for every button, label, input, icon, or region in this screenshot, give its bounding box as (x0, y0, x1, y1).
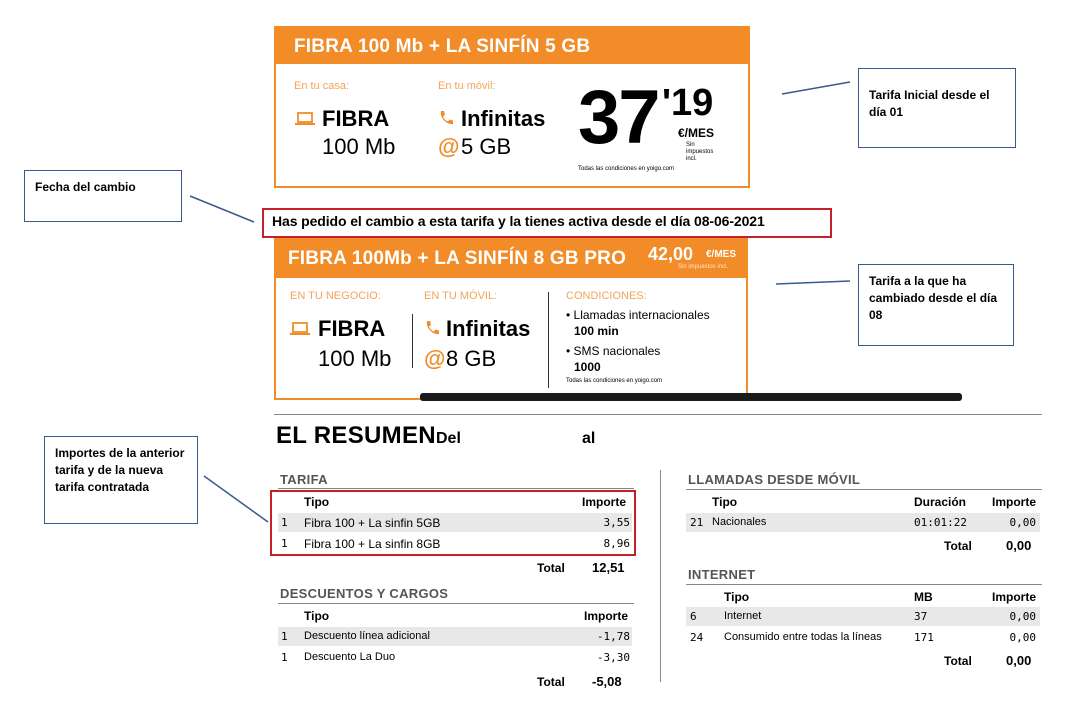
tax-note: Sin impuestos incl. (678, 264, 729, 270)
row-qty: 6 (690, 610, 697, 623)
row-qty: 1 (281, 651, 288, 664)
condition-2: • SMS nacionales (566, 344, 661, 358)
internet-total: 0,00 (1006, 653, 1032, 668)
row-tipo: Nacionales (712, 516, 767, 528)
home-label: En tu casa: (294, 80, 350, 92)
tarifa-total-label: Total (537, 561, 565, 575)
llamadas-title: LLAMADAS DESDE MÓVIL (688, 472, 861, 487)
condition-1-value: 100 min (574, 324, 619, 338)
tarifa-col-tipo: Tipo (304, 495, 330, 509)
mobile-label: EN TU MÓVIL: (424, 290, 498, 302)
row-duracion: 01:01:22 (914, 516, 967, 529)
conditions-note: Todas las condiciones en yoigo.com (578, 166, 675, 172)
summary-title: EL RESUMEN (276, 422, 436, 449)
internet-col-importe: Importe (992, 590, 1037, 604)
condition-1: • Llamadas internacionales (566, 308, 710, 322)
mobile-label: En tu móvil: (438, 80, 496, 92)
mobile-calls: Infinitas (446, 316, 531, 341)
row-importe: 3,55 (603, 516, 630, 529)
tarifa-col-importe: Importe (582, 495, 627, 509)
descuentos-col-tipo: Tipo (304, 609, 330, 623)
condition-2-value: 1000 (574, 360, 601, 374)
tarifa-title: TARIFA (280, 472, 328, 487)
row-tipo: Fibra 100 + La sinfin 5GB (304, 516, 441, 530)
at-icon: @ (424, 346, 446, 371)
row-importe: -3,30 (596, 651, 630, 664)
internet-col-tipo: Tipo (724, 590, 750, 604)
callout-tarifa-nueva: Tarifa a la que ha cambiado desde el día 08 (858, 264, 1014, 346)
summary-al: al (582, 430, 596, 447)
descuentos-rule (278, 603, 634, 604)
row-tipo: Descuento La Duo (304, 651, 396, 663)
column-divider (660, 470, 661, 682)
plan-price-unit: €/MES (706, 249, 737, 260)
callout-fecha: Fecha del cambio (24, 170, 182, 222)
row-importe: -1,78 (596, 630, 630, 643)
row-importe: 0,00 (1009, 516, 1036, 529)
row-qty: 1 (281, 516, 288, 529)
row-qty: 1 (281, 537, 288, 550)
row-qty: 1 (281, 630, 288, 643)
row-tipo: Descuento línea adicional (304, 630, 430, 642)
llamadas-col-importe: Importe (992, 495, 1037, 509)
row-mb: 37 (914, 610, 928, 623)
mobile-data: 5 GB (461, 134, 512, 159)
llamadas-total-label: Total (944, 539, 972, 553)
price-integer: 37 (578, 75, 659, 160)
descuentos-total-label: Total (537, 675, 565, 689)
plan-title: FIBRA 100 Mb + LA SINFÍN 5 GB (294, 36, 591, 57)
home-speed: 100 Mb (322, 134, 396, 159)
row-tipo: Consumido entre todas la líneas (724, 631, 882, 643)
row-importe: 0,00 (1009, 631, 1036, 644)
mobile-calls: Infinitas (461, 106, 546, 131)
descuentos-title: DESCUENTOS Y CARGOS (280, 586, 449, 601)
internet-col-mb: MB (914, 590, 933, 604)
internet-title: INTERNET (688, 567, 756, 582)
at-icon: @ (438, 134, 460, 159)
internet-total-label: Total (944, 654, 972, 668)
internet-rule (686, 584, 1042, 585)
row-importe: 0,00 (1009, 610, 1036, 623)
home-service: FIBRA (322, 106, 390, 131)
descuentos-total: -5,08 (592, 674, 622, 689)
summary-del: Del (436, 430, 461, 447)
home-service: FIBRA (318, 316, 386, 341)
conditions-label: CONDICIONES: (566, 290, 647, 302)
plan-title: FIBRA 100Mb + LA SINFÍN 8 GB PRO (288, 248, 627, 269)
row-mb: 171 (914, 631, 934, 644)
callout-tarifa-inicial: Tarifa Inicial desde el día 01 (858, 68, 1016, 148)
row-importe: 8,96 (603, 537, 630, 550)
llamadas-rule (686, 489, 1042, 490)
llamadas-col-tipo: Tipo (712, 495, 738, 509)
summary-top-rule (274, 414, 1042, 415)
descuentos-col-importe: Importe (584, 609, 629, 623)
callout-importes: Importes de la anterior tarifa y de la nueva tarifa contratada (44, 436, 198, 524)
price-decimal: '19 (662, 82, 714, 124)
tarifa-total: 12,51 (592, 560, 625, 575)
tax-note: Sin impuestos incl. (686, 142, 714, 162)
row-tipo: Internet (724, 610, 762, 622)
tarifa-rule (278, 488, 634, 489)
plan-price: 42,00 (648, 244, 694, 264)
change-notice: Has pedido el cambio a esta tarifa y la tienes activa desde el día 08-06-2021 (272, 213, 765, 229)
llamadas-total: 0,00 (1006, 538, 1032, 553)
llamadas-col-duracion: Duración (914, 495, 967, 509)
mobile-data: 8 GB (446, 346, 497, 371)
business-label: EN TU NEGOCIO: (290, 290, 381, 302)
conditions-note: Todas las condiciones en yoigo.com (566, 378, 663, 384)
row-tipo: Fibra 100 + La sinfin 8GB (304, 537, 441, 551)
row-qty: 24 (690, 631, 704, 644)
row-qty: 21 (690, 516, 704, 529)
price-unit: €/MES (678, 126, 715, 140)
home-speed: 100 Mb (318, 346, 392, 371)
